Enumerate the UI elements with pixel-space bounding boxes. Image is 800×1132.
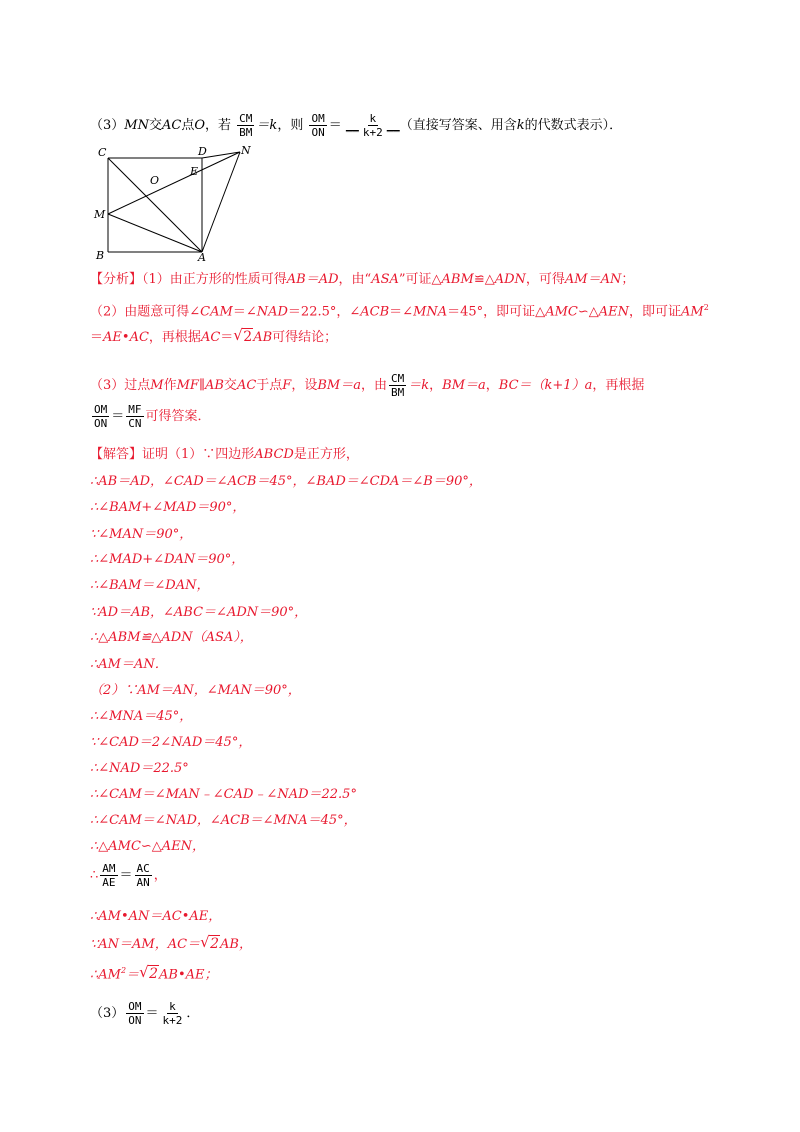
analysis-line-4: （3）过点M作MF∥AB交AC于点F，设BM＝a，由 $\frac{CM}{BM}$ ＝k，BM＝a，BC＝（k+1）a，再根据 [90,372,645,399]
question-3: （3）MN交AC点O，若 $\frac{CM}{BM}$ ＝k，则 $\frac{OM}{ON}$ ＝ __ $\frac{k}{k+2}$ __（直接写答案、用含k的代数式表示）． [90,112,623,139]
solution-step: ∴△AMC∽△AEN， [90,839,206,854]
solution-step: ∴∠CAM＝∠NAD，∠ACB＝∠MNA＝45°， [90,813,357,828]
label-c: C [98,146,107,159]
sqrt-symbol: √ 2 [233,329,253,346]
segment-ma [108,214,202,252]
solution-step: ∴AM•AN＝AC•AE， [90,909,222,924]
label-b: B [96,249,105,262]
label-d: D [198,145,207,158]
label-n: N [241,144,251,157]
solution-head: 【解答】证明（1）∵四边形ABCD是正方形， [90,447,359,462]
analysis-line-5: $\frac{OM}{ON}$ ＝ $\frac{MF}{CN}$ 可得答案． [94,403,211,430]
label-o: O [150,174,160,187]
solution-step: ∴∠MNA＝45°， [90,709,193,724]
solution-step: ∴△ABM≌△ADN（ASA）， [90,630,253,645]
solution-step: ∵∠CAD＝2∠NAD＝45°， [90,735,252,750]
solution-step: ∴AM＝AN． [90,657,168,672]
solution-step: ∴AB＝AD，∠CAD＝∠ACB＝45°，∠BAD＝∠CDA＝∠B＝90°， [90,474,482,489]
sqrt-symbol: √ 2 [139,966,159,983]
solution-step: （2）∵AM＝AN，∠MAN＝90°， [90,683,301,698]
solution-step: ∵∠MAN＝90°， [90,527,193,542]
ratio-cm-bm: $\frac{CM}{BM}$ [239,112,253,139]
analysis-line-3: ＝AE•AC，再根据AC＝√ 2AB可得结论； [90,329,337,346]
solution-step: ∴∠CAM＝∠MAN﹣∠CAD﹣∠NAD＝22.5° [90,787,357,802]
segment-ca [108,158,202,252]
label-e: E [190,165,199,178]
analysis-line-1: 【分析】（1）由正方形的性质可得AB＝AD，由“ASA”可证△ABM≌△ADN，可得AM＝AN； [90,272,635,287]
solution-part-3: （3） $\frac{OM}{ON}$ ＝ $\frac{k}{k+2}$ ． [90,1000,200,1027]
solution-step: ∴∠NAD＝22.5° [90,761,189,776]
label-m: M [94,208,106,221]
solution-step-fraction: ∴ $\frac{AM}{AE}$ ＝ $\frac{AC}{AN}$ ， [90,862,167,889]
sqrt-symbol: √ 2 [200,936,220,953]
solution-step-sqrt: $\therefore AM^2=√$ 2AB•AE； [90,963,218,983]
label-a: A [198,251,206,262]
solution-step: ∴∠BAM＝∠DAN， [90,578,210,593]
ratio-om-on: $\frac{OM}{ON}$ [311,112,325,139]
solution-step: ∵AD＝AB，∠ABC＝∠ADN＝90°， [90,605,308,620]
answer-blank: __ $\frac{k}{k+2}$ __ [345,112,400,139]
solution-step: ∴∠BAM+∠MAD＝90°， [90,500,246,515]
solution-step: ∴∠MAD+∠DAN＝90°， [90,552,245,567]
solution-step-sqrt: ∵AN＝AM，AC＝√ 2AB， [90,936,252,953]
analysis-line-2: （2）由题意可得∠CAM＝∠NAD＝22.5°，∠ACB＝∠MNA＝45°，即可证△AMC∽△AEN，即可证$AM^2$ [90,303,709,320]
geometry-diagram [88,142,263,262]
